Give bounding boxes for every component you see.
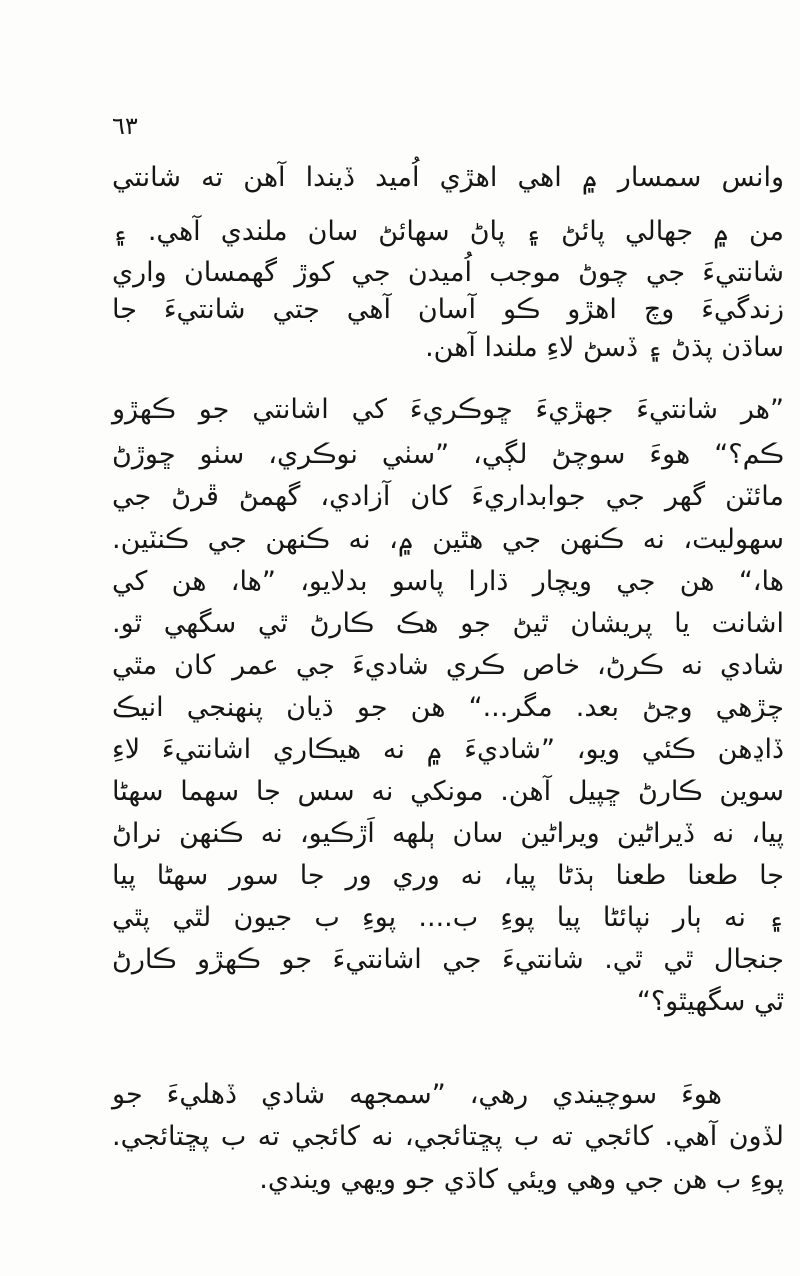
text-line: جنجال ٿي ٿي. شانتيءَ جي اشانتيءَ جو ڪهڙو ڪارڻ: [112, 944, 784, 975]
text-line: ڪم؟“ هوءَ سوچڻ لڳي، ”سٺي نوڪري، سٺو ڇوڙڻ: [112, 439, 784, 470]
text-line: مائٽن گهر جي جوابداريءَ کان آزادي، گهمڻ ڦرڻ جي: [112, 481, 784, 512]
text-line: لڏون آهي. کائجي ته ب پڇتائجي، نه کائجي ته ب پڇتائجي.: [112, 1121, 784, 1152]
text-line: سوين ڪارڻ ڇپيل آهن. مونکي نه سس جا سهما سهڻا: [112, 776, 784, 807]
text-line: ڏاڍهن ڪئي ويو، ”شاديءَ ۾ نه هيڪاري اشانتيءَ لاءِ: [112, 734, 784, 765]
text-line: جا طعنا طعنا ٻڌڻا پيا، نه وري ور جا سور سهڻا پيا: [112, 860, 784, 891]
text-line: زندگيءَ وچ اهڙو ڪو آسان آهي جتي شانتيءَ جا: [112, 294, 784, 325]
text-line: سهوليت، نه ڪنهن جي هٿين ۾، نه ڪنهن جي ڪنٽين.: [112, 524, 784, 555]
text-line: پيا، نه ڏيراڻين ويراڻين سان ٻلهه اَڙڪيو، نه ڪنهن نراڻ: [112, 818, 784, 849]
text-line: ”هر شانتيءَ جهڙيءَ ڇوڪريءَ کي اشانتي جو ڪهڙو: [112, 394, 784, 425]
text-line: هوءَ سوچيندي رهي، ”سمجهه شادي ڏهليءَ جو: [112, 1079, 722, 1110]
text-line: اشانت يا پريشان ٿيڻ جو هڪ ڪارڻ ٿي سگهي ٿو.: [112, 608, 784, 639]
text-line: پوءِ ب هن جي وهي ويئي کاڌي جو ويهي ويندي.: [259, 1164, 784, 1195]
text-line: من ۾ جهالي پائڻ ۽ پاڻ سهائڻ سان ملندي آهي. ۽: [112, 216, 784, 247]
text-line: چڙهي وڃڻ بعد. مگر...“ هن جو ڌيان پنهنجي انيڪ: [112, 692, 784, 723]
text-line: شانتيءَ جي چوڻ موجب اُميدن جي کوڙ گهمسان واري: [112, 257, 784, 288]
text-line: شادي نه ڪرڻ، خاص ڪري شاديءَ جي عمر کان مٿي: [112, 650, 784, 681]
page-number: ٦٣: [112, 112, 138, 140]
text-line: ۽ نه ٻار نپائڻا پيا پوءِ ب.... پوءِ ب جيون لٿي پٿي: [112, 902, 784, 933]
text-line: ها،“ هن جي ويچار ڌارا پاسو بدلايو، ”ها، هن کي: [112, 566, 784, 597]
text-line: ساڌن پڌڻ ۽ ڏسڻ لاءِ ملندا آهن.: [425, 332, 784, 363]
text-line: ٿي سگهيٿو؟“: [636, 986, 784, 1017]
text-line: وانس سمسار ۾ اهي اهڙي اُميد ڏيندا آهن ته شانتي: [112, 162, 784, 193]
